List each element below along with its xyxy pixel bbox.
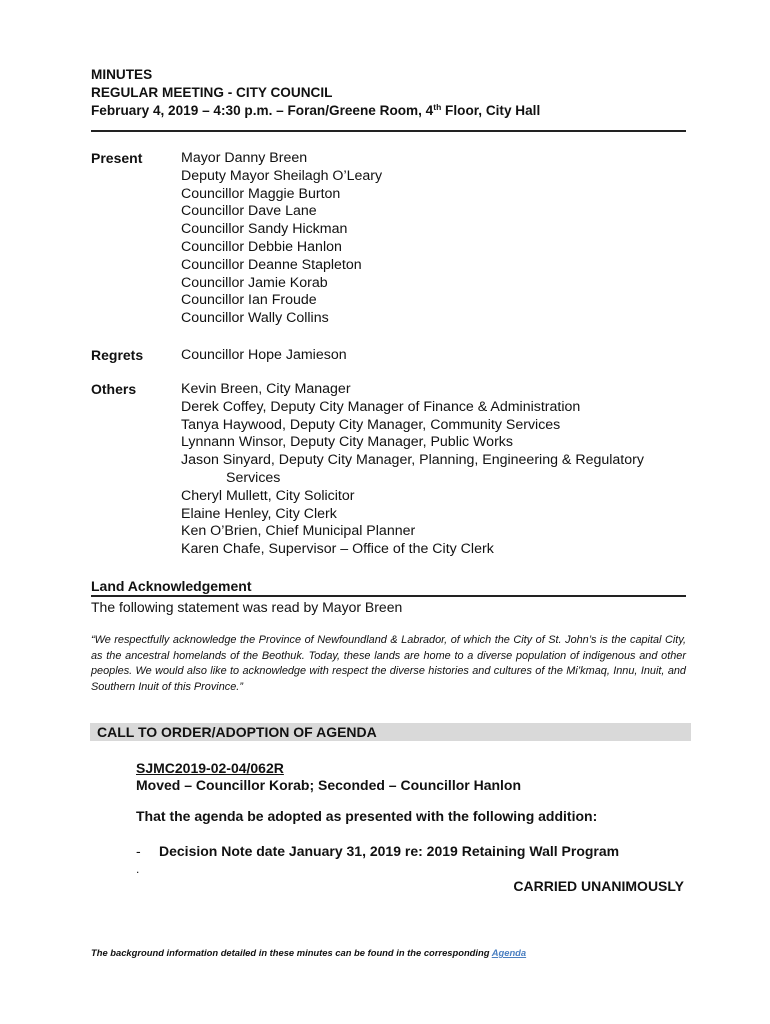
regrets-label: Regrets (91, 347, 144, 363)
land-acknowledgement-quote: “We respectfully acknowledge the Province of Newfoundland & Labrador, of which the City of St. John’s is the capital City, as the ancestral homelands of the Beothuk. Today, these lands are home to a diverse population of indigenous and other peoples. We would also like to acknowledge with respect the diverse histories and cultures of the Mi’kmaq, Innu, Inuit, and Southern Inuit of this Province.” (91, 634, 686, 693)
land-acknowledgement-title: Land Acknowledgement (91, 578, 252, 594)
staff-member-continued: Services (226, 469, 281, 486)
attendee: Councillor Wally Collins (181, 310, 329, 327)
land-acknowledgement-intro: The following statement was read by Mayor Breen (91, 599, 403, 615)
attendee: Deputy Mayor Sheilagh O’Leary (181, 167, 383, 184)
attendee: Councillor Sandy Hickman (181, 221, 348, 238)
present-list (181, 150, 382, 328)
meeting-date-location: February 4, 2019 – 4:30 p.m. – Foran/Greene Room, 4th Floor, City Hall (91, 102, 541, 118)
staff-member: Kevin Breen, City Manager (181, 381, 351, 397)
staff-member: Tanya Haywood, Deputy City Manager, Community Services (181, 416, 561, 433)
attendee: Councillor Dave Lane (181, 203, 317, 220)
attendee: Councillor Hope Jamieson (181, 347, 347, 363)
staff-member: Cheryl Mullett, City Solicitor (181, 487, 355, 504)
attendee: Councillor Maggie Burton (181, 185, 341, 202)
staff-member: Derek Coffey, Deputy City Manager of Finance & Administration (181, 398, 581, 415)
call-to-order-heading-bar (90, 723, 691, 741)
staff-member: Ken O’Brien, Chief Municipal Planner (181, 523, 416, 540)
others-list (181, 381, 644, 559)
agenda-addition: Decision Note date January 31, 2019 re: 2019 Retaining Wall Program (159, 843, 620, 859)
motion-id: SJMC2019-02-04/062R (136, 760, 284, 776)
attendee: Mayor Danny Breen (181, 150, 308, 166)
document-header (91, 66, 686, 120)
footer-note: The background information detailed in these minutes can be found in the corresponding Agenda (91, 947, 527, 958)
attendee: Councillor Debbie Hanlon (181, 238, 342, 255)
regrets-list (181, 347, 347, 365)
header-divider (91, 130, 686, 132)
attendee: Councillor Deanne Stapleton (181, 256, 362, 273)
attendee: Councillor Ian Froude (181, 292, 317, 309)
motion-result: CARRIED UNANIMOUSLY (513, 878, 684, 894)
agenda-link[interactable]: Agenda (491, 947, 527, 958)
stray-period: . (136, 862, 140, 876)
doc-type: MINUTES (91, 67, 153, 82)
staff-member: Karen Chafe, Supervisor – Office of the City Clerk (181, 541, 494, 558)
present-label: Present (91, 150, 143, 166)
list-bullet: - (136, 843, 141, 859)
staff-member: Elaine Henley, City Clerk (181, 505, 337, 522)
others-label: Others (91, 381, 137, 397)
call-to-order-title: CALL TO ORDER/ADOPTION OF AGENDA (97, 724, 377, 740)
motion-movers: Moved – Councillor Korab; Seconded – Councillor Hanlon (136, 777, 522, 793)
staff-member: Jason Sinyard, Deputy City Manager, Planning, Engineering & Regulatory (181, 452, 644, 469)
land-divider (91, 595, 686, 597)
meeting-type: REGULAR MEETING - CITY COUNCIL (91, 85, 333, 100)
motion-resolution: That the agenda be adopted as presented with the following addition: (136, 808, 598, 824)
staff-member: Lynnann Winsor, Deputy City Manager, Public Works (181, 434, 513, 451)
attendee: Councillor Jamie Korab (181, 274, 328, 291)
